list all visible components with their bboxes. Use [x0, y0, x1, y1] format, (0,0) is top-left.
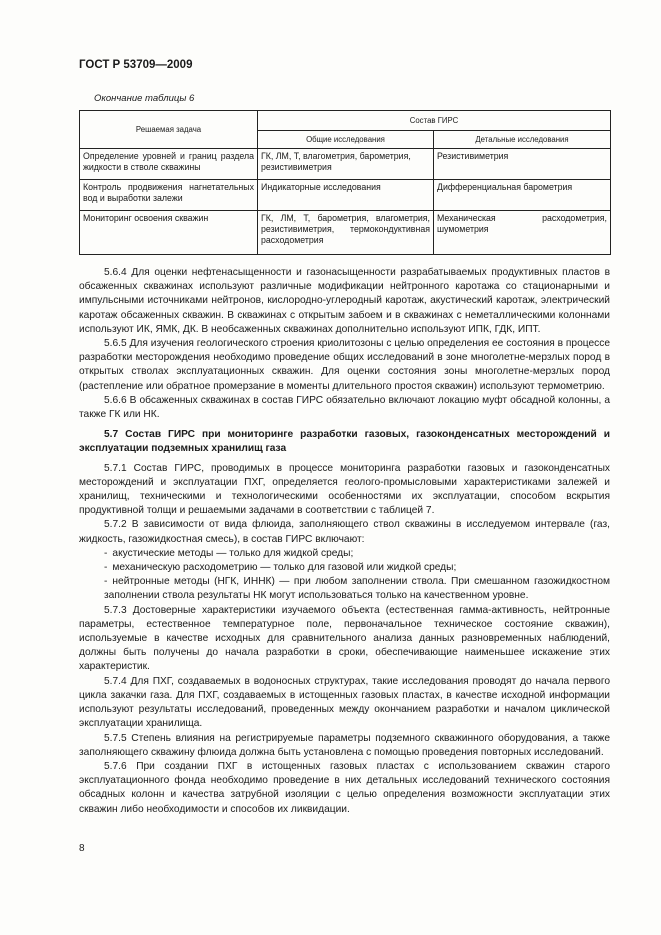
paragraph-5-6-5: 5.6.5 Для изучения геологического строения криолитозоны с целью определения ее состояния в процессе разработки месторождения необходимо проведение общих исследований в зоне многолетне-мерзлых пород в открытых стволах эксплуатационных скважин. Для оценки состояния зоны многолетне-мерзлых пород (растепление или обратное промерзание в моменты длительного простоя скважин) используют термометрию.: [79, 338, 610, 392]
fluid-methods-list: [79, 547, 610, 604]
cell-task: Контроль продвижения нагнетательных вод и выработки залежи: [80, 180, 258, 211]
cell-detailed: Резистивиметрия: [434, 149, 611, 180]
paragraph-5-7-6: 5.7.6 При создании ПХГ в истощенных газовых пластах с использованием скважин старого эксплуатационного фонда необходимо проведение в них детальных исследований технического состояния обсадных колонн и качества затрубной изоляции с целью определения возможности эксплуатации этих скважин либо необходимости и способов их ликвидации.: [79, 760, 610, 815]
paragraph-5-6-4: 5.6.4 Для оценки нефтенасыщенности и газонасыщенности разрабатываемых продуктивных пластов в обсаженных скважинах используют различные модификации нейтронного каротажа со стационарными и импульсными источниками нейтронов, кислородно-углеродный каротаж, акустический каротаж, электрический каротаж обсаженных скважин. В скважинах с открытым забоем и в скважинах с неметаллическими колоннами используют ИК, ЯМК, ДК. В необсаженных скважинах дополнительно используют ИПК, ГДК, ИПТ.: [79, 267, 610, 335]
paragraph-5-7-3: 5.7.3 Достоверные характеристики изучаемого объекта (естественная гамма-активность, нейтронные параметры, естественное температурное поле, первоначальное техническое состояние скважин), используемые в качестве исходных для сравнительного анализа данных разновременных наблюдений, должны быть получены до начала разработки в сроки, обеспечивающие наименьшее искажение этих характеристик.: [79, 604, 610, 673]
paragraph-5-7-5: 5.7.5 Степень влияния на регистрируемые параметры подземного скважинного оборудования, а также заполняющего скважину флюида должна быть установлена с помощью проведения повторных исследований.: [79, 732, 610, 758]
cell-detailed: Дифференциальная барометрия: [434, 180, 611, 211]
table-row: [80, 149, 611, 180]
cell-task: Мониторинг освоения скважин: [80, 211, 258, 255]
paragraph-5-7-2: 5.7.2 В зависимости от вида флюида, заполняющего ствол скважины в исследуемом интервале (газ, жидкость, газожидкостная смесь), в состав ГИРС включают:: [79, 519, 610, 545]
list-item: - механическую расходометрию — только для газовой или жидкой среды;: [104, 562, 457, 574]
list-item: - нейтронные методы (НГК, ИННК) — при любом заполнении ствола. При смешанном газожидкостном заполнении ствола результаты НК могут использоваться только на качественном уровне.: [104, 576, 610, 602]
header-task: Решаемая задача: [80, 111, 258, 149]
table-row: [80, 180, 611, 211]
header-detailed: Детальные исследования: [434, 131, 611, 149]
table-caption: Окончание таблицы 6: [94, 93, 195, 104]
cell-general: ГК, ЛМ, Т, влагометрия, барометрия, резистивиметрия: [258, 149, 434, 180]
section-heading-5-7: 5.7 Состав ГИРС при мониторинге разработки газовых, газоконденсатных месторождений и эксплуатации подземных хранилищ газа: [79, 429, 610, 455]
cell-task: Определение уровней и границ раздела жидкости в стволе скважины: [80, 149, 258, 180]
list-item: - акустические методы — только для жидкой среды;: [104, 547, 354, 559]
cell-detailed: Механическая расходометрия, шумометрия: [434, 211, 611, 255]
cell-general: Индикаторные исследования: [258, 180, 434, 211]
table-row: [80, 211, 611, 255]
paragraph-5-6-6: 5.6.6 В обсаженных скважинах в состав ГИРС обязательно включают локацию муфт обсадной колонны, а также ГК или НК.: [79, 394, 610, 421]
cell-general: ГК, ЛМ, Т, барометрия, влагометрия, резистивиметрия, термокондуктивная расходометрия: [258, 211, 434, 255]
document-header: ГОСТ Р 53709—2009: [79, 59, 193, 71]
header-girs: Состав ГИРС: [258, 111, 611, 131]
paragraph-5-7-1: 5.7.1 Состав ГИРС, проводимых в процессе мониторинга разработки газовых и газоконденсатных месторождений и эксплуатации ПХГ, определяется геолого-промысловыми характеристиками залежей и хранилищ, техническими и технологическими особенностями их эксплуатации, способом вскрытия продуктивной толщи и решаемыми задачами в соответствии с таблицей 7.: [79, 462, 610, 517]
page-number: 8: [79, 843, 85, 854]
paragraph-5-7-4: 5.7.4 Для ПХГ, создаваемых в водоносных структурах, такие исследования проводят до начала первого цикла закачки газа. Для ПХГ, создаваемых в истощенных газовых пластах, в качестве исходной информации используют результаты исследований, проведенных между окончанием разработки и началом циклической эксплуатации хранилища.: [79, 675, 610, 730]
table-6: [79, 110, 611, 255]
header-general: Общие исследования: [258, 131, 434, 149]
body-text: [79, 266, 610, 817]
